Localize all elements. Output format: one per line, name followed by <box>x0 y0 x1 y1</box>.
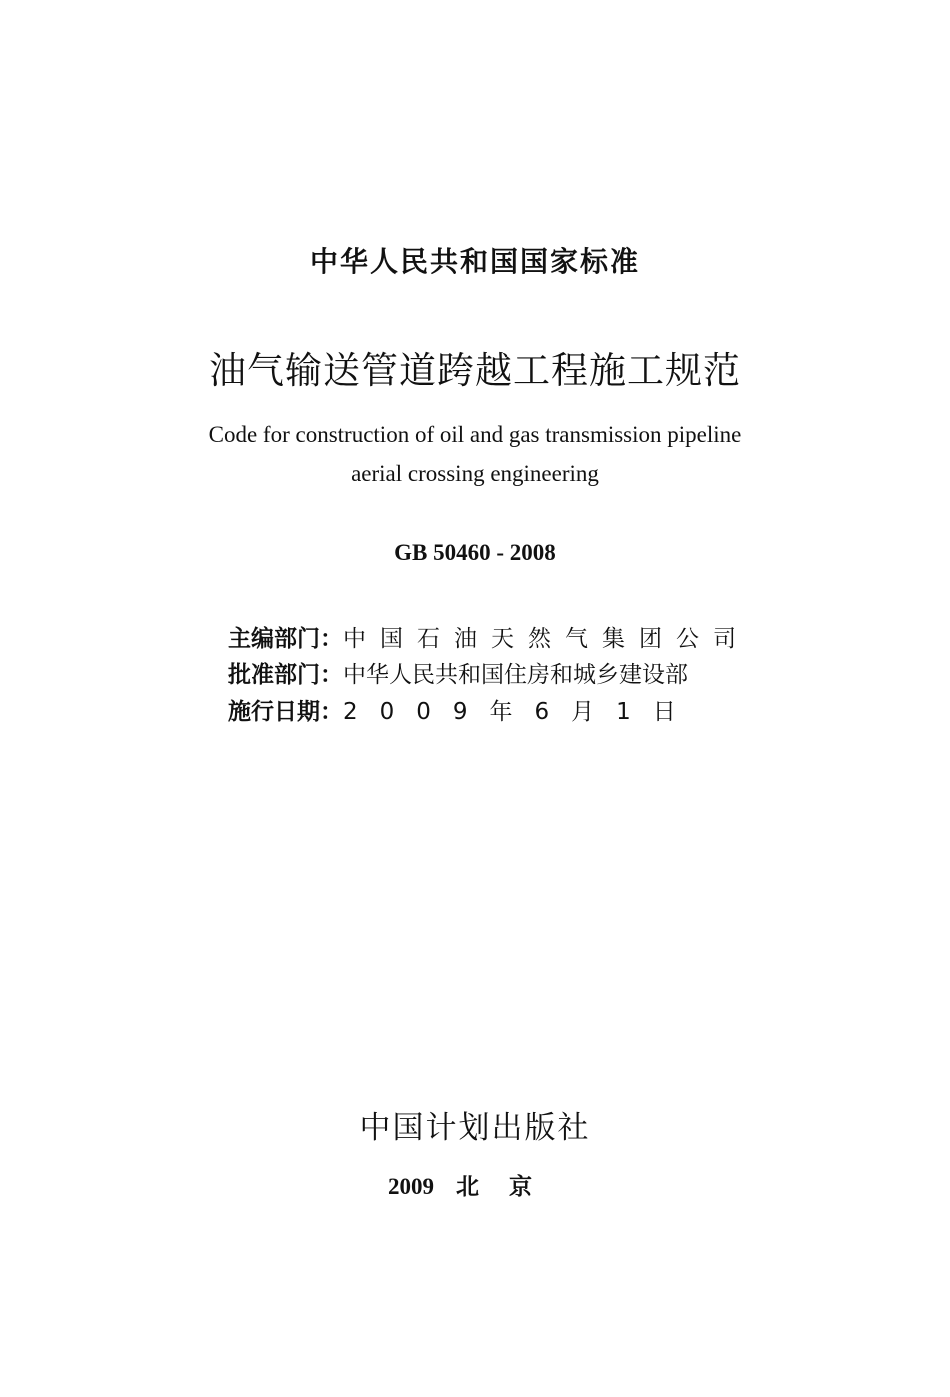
editor-department-row <box>228 620 750 653</box>
document-title-chinese: 油气输送管道跨越工程施工规范 <box>209 349 741 392</box>
publication-year: 2009 <box>388 1174 434 1199</box>
publisher-name: 中国计划出版社 <box>359 1110 591 1146</box>
effective-date-value: 2009年6月1日 <box>343 699 698 725</box>
approval-department-row <box>228 656 688 689</box>
document-title-english-line-2: aerial crossing engineering <box>351 461 599 486</box>
approval-department-label: 批准部门： <box>228 662 343 688</box>
effective-date-label: 施行日期： <box>228 699 343 725</box>
editor-department-label: 主编部门： <box>228 626 343 652</box>
editor-department-value: 中国石油天然气集团公司 <box>343 626 750 652</box>
series-title: 中华人民共和国国家标准 <box>309 245 640 278</box>
document-title-english-line-1: Code for construction of oil and gas transmission pipeline <box>208 422 742 447</box>
effective-date-row <box>228 693 698 726</box>
approval-department-value: 中华人民共和国住房和城乡建设部 <box>343 662 688 688</box>
standard-code: GB 50460 - 2008 <box>394 540 556 565</box>
publication-city: 北京 <box>456 1174 562 1200</box>
publication-place <box>0 1168 950 1201</box>
